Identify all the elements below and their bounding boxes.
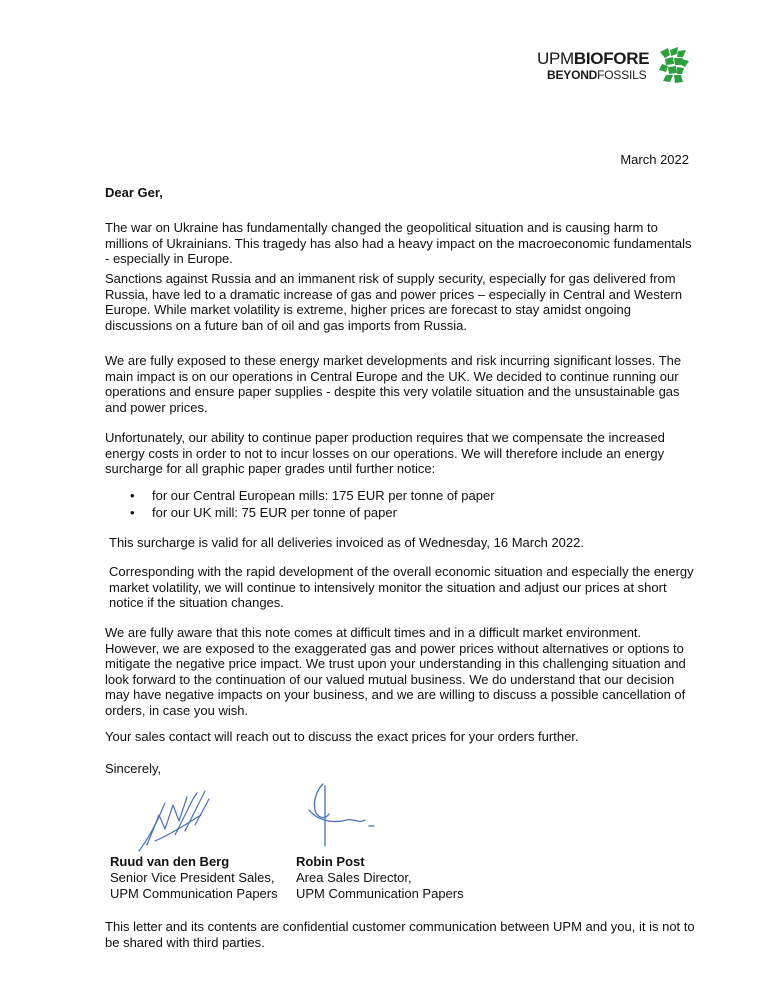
paragraph-text: Your sales contact will reach out to discuss the exact prices for your orders further. <box>105 729 579 744</box>
surcharge-list <box>130 488 495 521</box>
paragraph-text: The war on Ukraine has fundamentally changed the geopolitical situation and is causing harm to millions of Ukrainians. This tragedy has also had a heavy impact on the macroeconomic fundamentals - especially in Europe. <box>105 220 692 267</box>
paragraph-text: We are fully aware that this note comes at difficult times and in a difficult market environment. However, we are exposed to the exaggerated gas and power prices without alternatives or options to mitigate the negative price impact. We trust upon your understanding in this challenging situation and look forward to the continuation of our valued mutual business. We do understand that our decision may have negative impacts on your business, and we are willing to discuss a possible cancellation of orders, in case you wish. <box>105 625 686 718</box>
signature-robin-post <box>295 780 380 850</box>
logo-line-1 <box>537 50 649 68</box>
signer-title: Senior Vice President Sales, <box>110 870 275 885</box>
signer-unit: UPM Communication Papers <box>296 886 464 901</box>
signer-block <box>296 854 464 902</box>
paragraph-awareness <box>105 625 695 719</box>
list-item <box>130 505 495 522</box>
paragraph-text: This surcharge is valid for all deliveries invoiced as of Wednesday, 16 March 2022. <box>109 535 584 550</box>
griffin-icon <box>656 46 690 84</box>
paragraph-sales-contact <box>105 729 695 745</box>
letter-date: March 2022 <box>620 152 689 167</box>
signer-name: Robin Post <box>296 854 365 869</box>
signer-unit: UPM Communication Papers <box>110 886 278 901</box>
confidentiality-note <box>105 919 695 950</box>
paragraph-text: We are fully exposed to these energy market developments and risk incurring significant losses. The main impact is on our operations in Central Europe and the UK. We decided to continue running our operations and ensure paper supplies - despite this very volatile situation and the unsustainable gas and power prices. <box>105 353 682 415</box>
paragraph-validity <box>109 535 699 551</box>
paragraph-text: Unfortunately, our ability to continue paper production requires that we compensate the increased energy costs in order to not to incur losses on our operations. We will therefore include an energy surcharge for all graphic paper grades until further notice: <box>105 430 665 477</box>
signer-name: Ruud van den Berg <box>110 854 230 869</box>
bullet-icon: • <box>130 504 135 520</box>
logo-biofore: BIOFORE <box>573 49 650 68</box>
signature-ruud-van-den-berg <box>135 785 225 855</box>
closing-text: Sincerely, <box>105 761 162 776</box>
list-item-text: for our Central European mills: 175 EUR per tonne of paper <box>152 488 495 503</box>
paragraph-war-impact <box>105 220 695 267</box>
paragraph-exposure <box>105 353 695 415</box>
paragraph-text: This letter and its contents are confidential customer communication between UPM and you, it is not to be shared with third parties. <box>105 919 695 950</box>
upm-biofore-logo <box>537 46 689 88</box>
bullet-icon: • <box>130 488 135 503</box>
salutation: Dear Ger, <box>105 185 163 200</box>
paragraph-monitoring <box>109 564 699 611</box>
paragraph-text: Corresponding with the rapid development of the overall economic situation and especially the energy market volatility, we will continue to intensively monitor the situation and adjust our prices at short notice if the situation changes. <box>109 564 694 611</box>
list-item <box>130 488 495 505</box>
logo-wordmark <box>537 50 649 82</box>
paragraph-surcharge-intro <box>105 430 695 477</box>
logo-beyond: BEYOND <box>547 68 598 82</box>
logo-fossils: FOSSILS <box>597 68 647 82</box>
paragraph-sanctions <box>105 271 695 333</box>
list-item-text: for our UK mill: 75 EUR per tonne of paper <box>152 504 397 520</box>
logo-line-2 <box>547 68 649 82</box>
logo-upm: UPM <box>537 49 574 68</box>
signer-block <box>110 854 278 902</box>
paragraph-text: Sanctions against Russia and an immanent risk of supply security, especially for gas delivered from Russia, have led to a dramatic increase of gas and power prices – especially in Central and Western Europe. While market volatility is extreme, higher prices are forecast to stay amidst ongoing discussions on a future ban of oil and gas imports from Russia. <box>105 271 683 333</box>
closing <box>105 761 695 777</box>
signer-title: Area Sales Director, <box>296 870 412 885</box>
